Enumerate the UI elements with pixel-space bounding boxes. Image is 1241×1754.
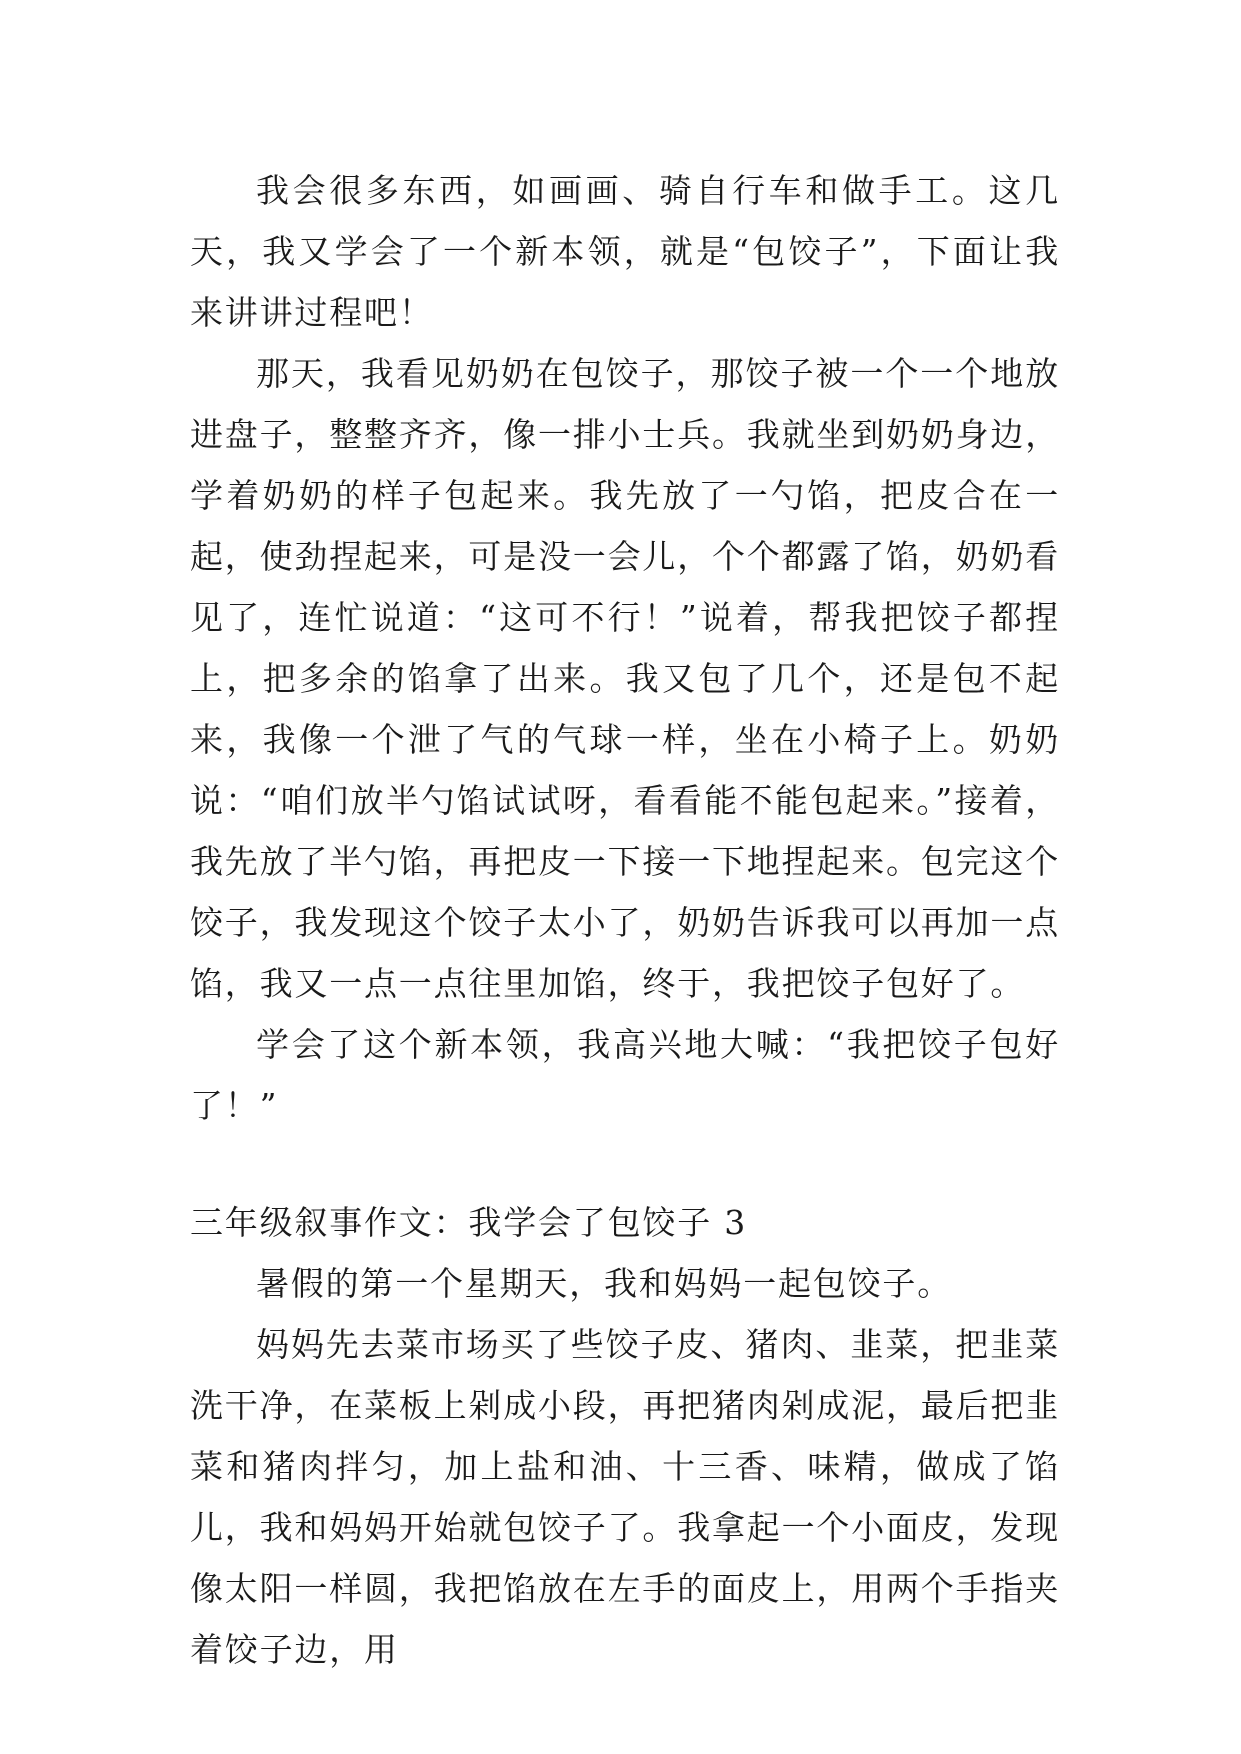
paragraph: 暑假的第一个星期天，我和妈妈一起包饺子。 [256,1264,952,1303]
paragraph: 我会很多东西，如画画、骑自行车和做手工。这几天，我又学会了一个新本领，就是“包饺子”，下面让我来讲讲过程吧！ [190,171,1060,332]
paragraph: 那天，我看见奶奶在包饺子，那饺子被一个一个地放进盘子，整整齐齐，像一排小士兵。我就坐到奶奶身边，学着奶奶的样子包起来。我先放了一勺馅，把皮合在一起，使劲捏起来，可是没一会儿，个个都露了馅，奶奶看见了，连忙说道：“这可不行！”说着，帮我把饺子都捏上，把多余的馅拿了出来。我又包了几个，还是包不起来，我像一个泄了气的气球一样，坐在小椅子上。奶奶说：“咱们放半勺馅试试呀，看看能不能包起来。”接着，我先放了半勺馅，再把皮一下接一下地捏起来。包完这个饺子，我发现这个饺子太小了，奶奶告诉我可以再加一点馅，我又一点一点往里加馅，终于，我把饺子包好了。 [190,354,1060,1003]
paragraph: 学会了这个新本领，我高兴地大喊：“我把饺子包好了！” [190,1025,1060,1125]
essay-title: 三年级叙事作文：我学会了包饺子 3 [190,1203,748,1242]
paragraph: 妈妈先去菜市场买了些饺子皮、猪肉、韭菜，把韭菜洗干净，在菜板上剁成小段，再把猪肉剁成泥，最后把韭菜和猪肉拌匀，加上盐和油、十三香、味精，做成了馅儿，我和妈妈开始就包饺子了。我拿起一个小面皮，发现像太阳一样圆，我把馅放在左手的面皮上，用两个手指夹着饺子边，用 [190,1325,1060,1669]
document-body [190,160,1060,1680]
